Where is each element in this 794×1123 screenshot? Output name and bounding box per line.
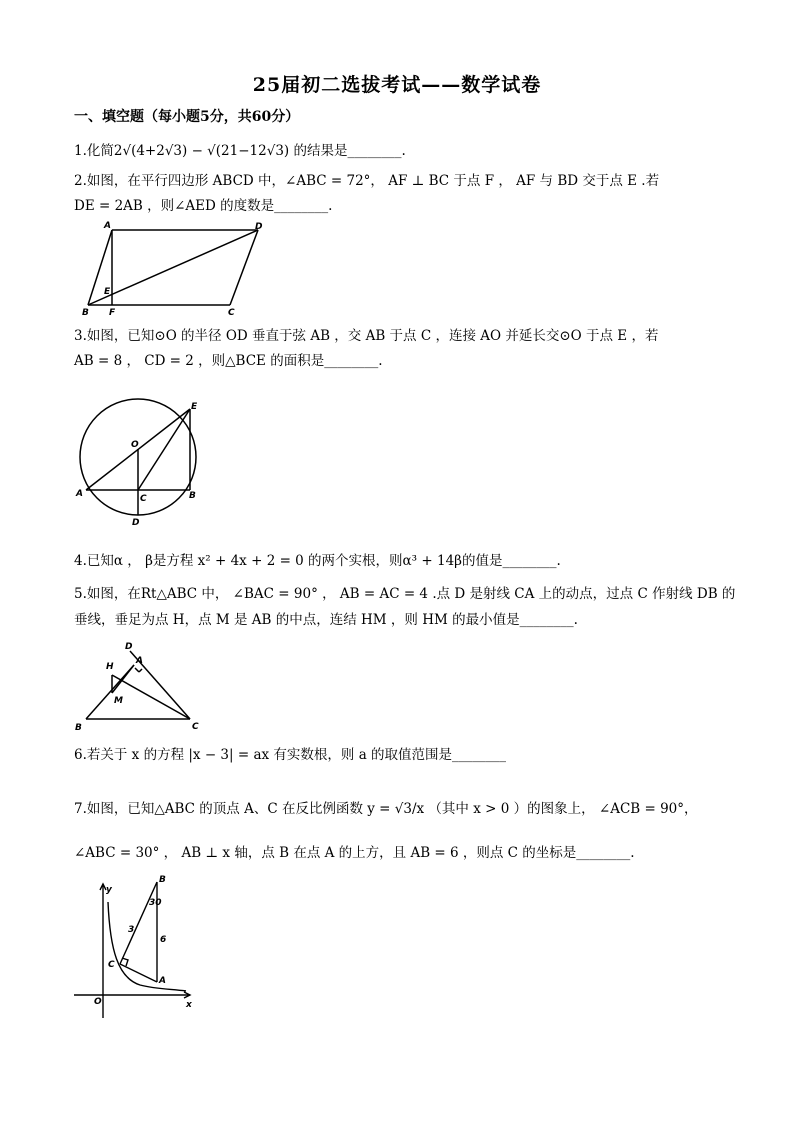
- question-6: 6.若关于 x 的方程 |x − 3| = ax 有实数根，则 a 的取值范围是________: [74, 747, 507, 763]
- fig2-label-e: E: [104, 287, 111, 297]
- question-5-line-2: 垂线，垂足为点 H，点 M 是 AB 的中点，连结 HM ，则 HM 的最小值是________.: [74, 612, 578, 628]
- question-3-line-1: 3.如图，已知⊙O 的半径 OD 垂直于弦 AB ，交 AB 于点 C ，连接 AO 并延长交⊙O 于点 E ，若: [74, 328, 659, 344]
- fig2-label-c: C: [228, 308, 235, 318]
- question-1: 1.化简2√(4+2√3) − √(21−12√3) 的结果是________.: [74, 143, 406, 159]
- fig5-label-b: B: [75, 723, 82, 733]
- fig3-label-c: C: [140, 494, 147, 504]
- fig5-label-c: C: [192, 722, 199, 732]
- page-title: 25届初二选拔考试——数学试卷: [252, 74, 542, 96]
- fig3-label-a: A: [76, 489, 83, 499]
- question-4: 4.已知α ， β是方程 x² + 4x + 2 = 0 的两个实根，则α³ + 14β的值是________.: [74, 553, 561, 569]
- question-2-line-1: 2.如图，在平行四边形 ABCD 中，∠ABC = 72°， AF ⊥ BC 于点 F ， AF 与 BD 交于点 E .若: [74, 173, 660, 189]
- figure-parallelogram: [82, 218, 272, 318]
- fig3-label-d: D: [132, 518, 140, 528]
- fig5-label-d: D: [125, 642, 133, 652]
- figure-right-triangle: [72, 635, 212, 735]
- fig5-label-a: A: [136, 656, 143, 666]
- fig7-length-6: 6: [160, 935, 167, 945]
- question-2-line-2: DE = 2AB ，则∠AED 的度数是________.: [74, 198, 333, 214]
- fig7-label-c: C: [108, 960, 115, 970]
- fig7-label-y: y: [106, 885, 112, 895]
- fig2-label-a: A: [104, 221, 111, 231]
- fig3-label-e: E: [191, 402, 198, 412]
- figure-coordinate-plane: [70, 870, 200, 1022]
- fig7-label-a: A: [159, 976, 166, 986]
- question-5-line-1: 5.如图，在Rt△ABC 中， ∠BAC = 90° ， AB = AC = 4 .点 D 是射线 CA 上的动点，过点 C 作射线 DB 的: [74, 586, 736, 602]
- question-7-line-1: 7.如图，已知△ABC 的顶点 A、C 在反比例函数 y = √3/x （其中 x > 0 ）的图象上， ∠ACB = 90°，: [74, 801, 698, 817]
- fig3-label-b: B: [189, 491, 196, 501]
- figure-circle: [68, 395, 218, 530]
- fig2-label-f: F: [109, 308, 116, 318]
- fig2-label-b: B: [82, 308, 89, 318]
- fig7-label-x: x: [186, 1000, 192, 1010]
- fig3-label-o: O: [131, 440, 139, 450]
- fig5-label-h: H: [106, 662, 114, 672]
- question-7-line-2: ∠ABC = 30° ， AB ⊥ x 轴，点 B 在点 A 的上方，且 AB = 6 ，则点 C 的坐标是________.: [74, 845, 635, 861]
- question-3-line-2: AB = 8 ， CD = 2 ，则△BCE 的面积是________.: [74, 353, 383, 369]
- section-heading: 一、填空题（每小题5分，共60分）: [74, 109, 300, 125]
- fig7-length-3: 3: [128, 925, 135, 935]
- fig2-label-d: D: [255, 222, 263, 232]
- fig7-label-b: B: [159, 875, 166, 885]
- fig7-label-o: O: [94, 997, 102, 1007]
- fig5-label-m: M: [114, 696, 123, 706]
- fig7-angle-30: 30: [149, 898, 162, 908]
